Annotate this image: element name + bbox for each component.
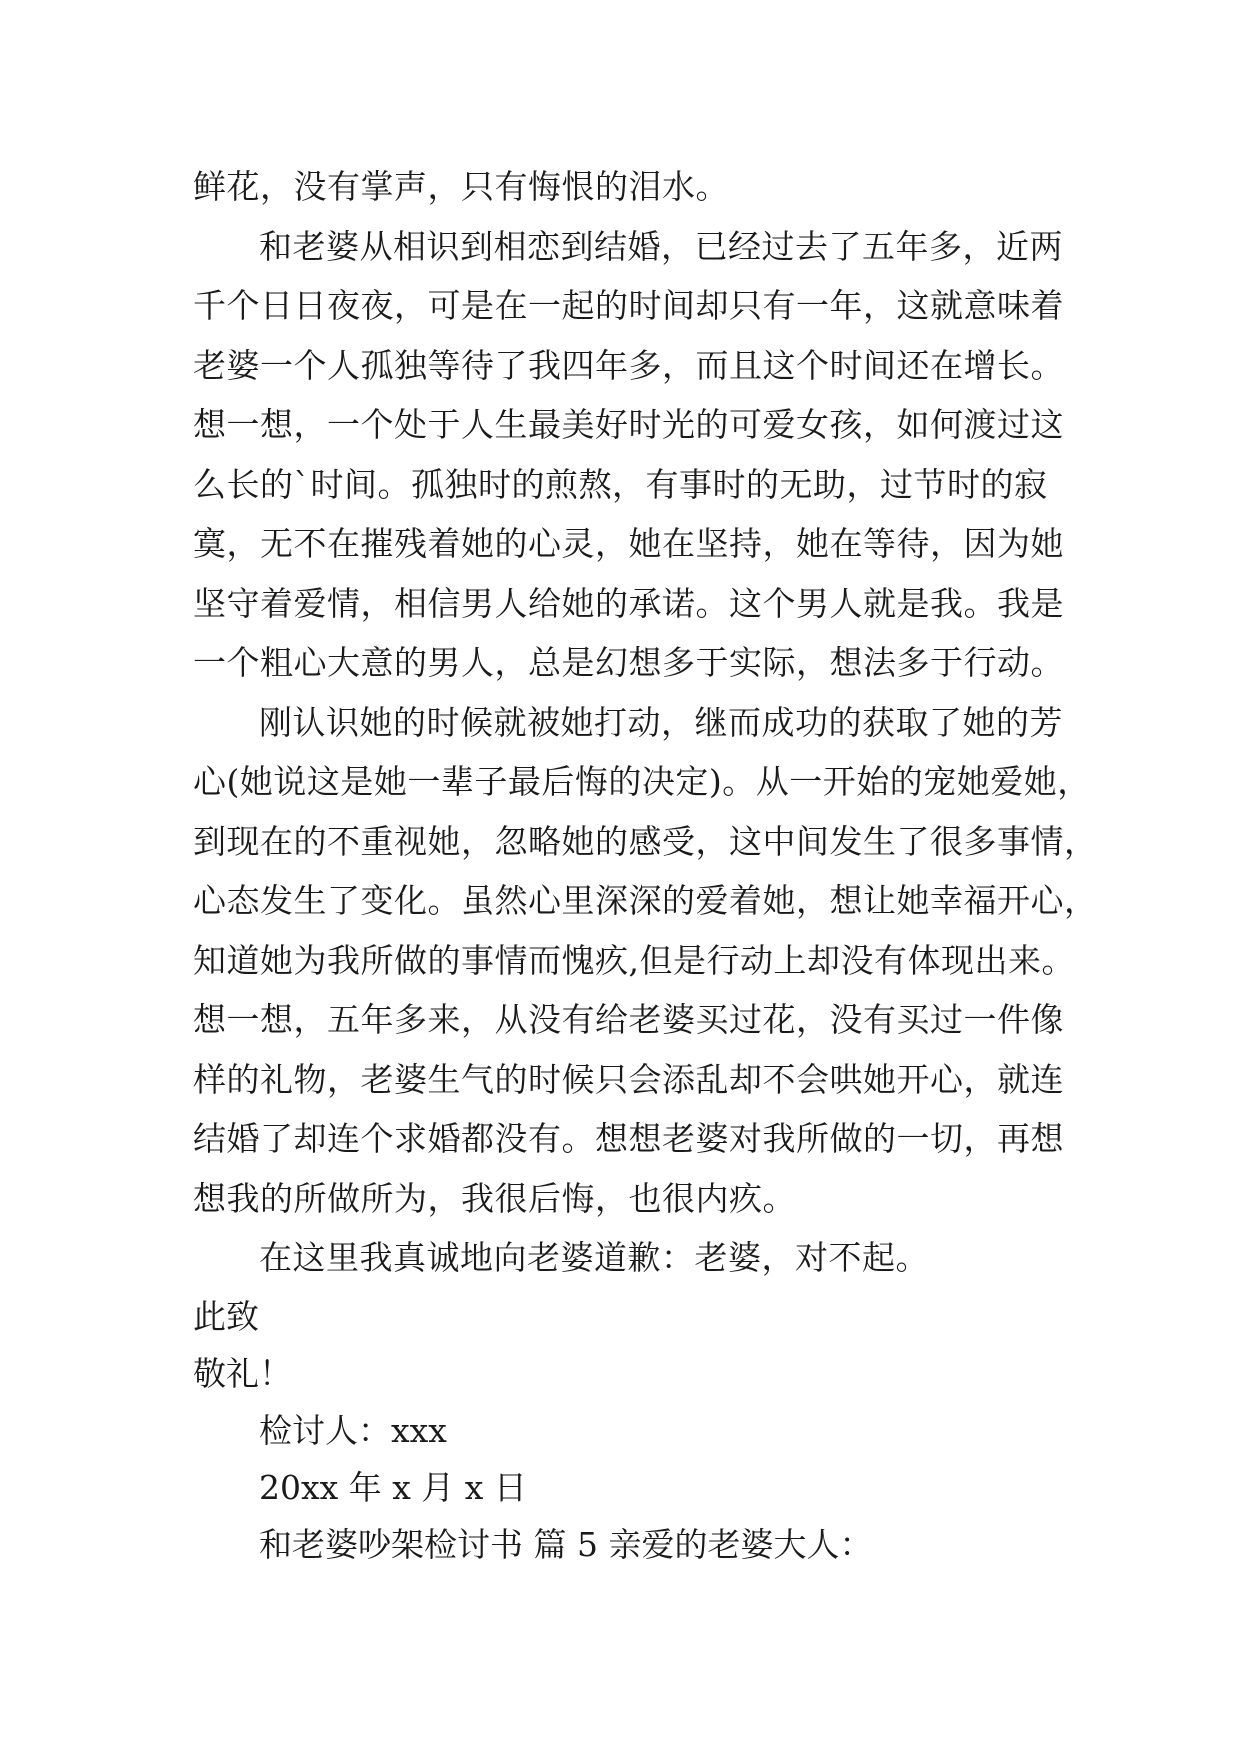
- paragraph-line: 心(她说这是她一辈子最后悔的决定)。从一开始的宠她爱她，: [193, 762, 1091, 801]
- paragraph-line: 和老婆从相识到相恋到结婚，已经过去了五年多，近两: [259, 226, 1063, 266]
- paragraph-line: 一个粗心大意的男人，总是幻想多于实际，想法多于行动。: [193, 643, 1064, 682]
- paragraph-line: 心态发生了变化。虽然心里深深的爱着她，想让她幸福开心，: [193, 881, 1098, 920]
- paragraph-line: 结婚了却连个求婚都没有。想想老婆对我所做的一切，再想: [193, 1119, 1064, 1158]
- paragraph: [193, 693, 1098, 1229]
- paragraph-line: 寞，无不在摧残着她的心灵，她在坚持，她在等待，因为她: [193, 524, 1064, 563]
- date-line: 20xx 年 x 月 x 日: [259, 1467, 527, 1507]
- closing-salutation: 此致: [193, 1296, 259, 1336]
- paragraph-line: 坚守着爱情，相信男人给她的承诺。这个男人就是我。我是: [193, 583, 1064, 623]
- apology-line: 在这里我真诚地向老婆道歉：老婆，对不起。: [259, 1238, 929, 1277]
- paragraph-line: 鲜花，没有掌声，只有悔恨的泪水。: [193, 167, 729, 206]
- signer-line: 检讨人：xxx: [259, 1410, 447, 1450]
- document-page: [193, 157, 1098, 1573]
- paragraph-line: 知道她为我所做的事情而愧疚,但是行动上却没有体现出来。: [193, 940, 1075, 980]
- paragraph: [193, 217, 1073, 693]
- paragraph-line: 想我的所做所为，我很后悔，也很内疚。: [193, 1178, 796, 1218]
- paragraph-line: 想一想，五年多来，从没有给老婆买过花，没有买过一件像: [193, 1000, 1064, 1039]
- paragraph-line: 千个日日夜夜，可是在一起的时间却只有一年，这就意味着: [193, 286, 1064, 325]
- paragraph-line: 想一想，一个处于人生最美好时光的可爱女孩，如何渡过这: [193, 405, 1064, 444]
- paragraph-line: 么长的`时间。孤独时的煎熬，有事时的无助，过节时的寂: [193, 464, 1048, 504]
- paragraph-line: 样的礼物，老婆生气的时候只会添乱却不会哄她开心，就连: [193, 1059, 1064, 1099]
- paragraph-line: 刚认识她的时候就被她打动，继而成功的获取了她的芳: [259, 702, 1063, 742]
- next-section-title: 和老婆吵架检讨书 篇 5 亲爱的老婆大人：: [259, 1524, 873, 1564]
- paragraph-line: 老婆一个人孤独等待了我四年多，而且这个时间还在增长。: [193, 345, 1064, 385]
- paragraph-line: 到现在的不重视她，忽略她的感受，这中间发生了很多事情，: [193, 821, 1098, 861]
- closing-regards: 敬礼！: [193, 1353, 292, 1393]
